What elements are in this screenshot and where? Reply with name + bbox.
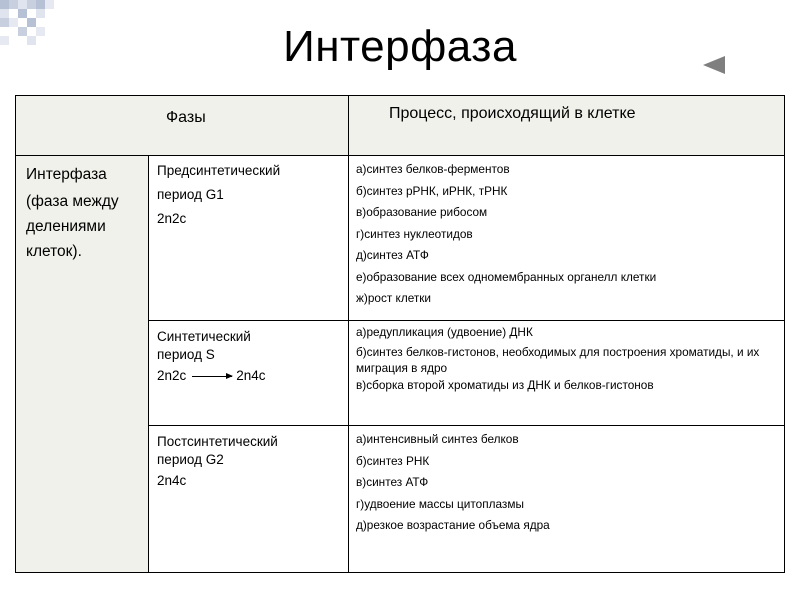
list-item: б)синтез РНК <box>356 453 430 468</box>
list-item: а)редупликация (удвоение) ДНК <box>356 325 533 339</box>
process-cell-g2 <box>349 426 785 573</box>
interphase-main-cell <box>16 156 149 573</box>
interphase-table <box>15 95 785 573</box>
phase-period: период G2 <box>157 452 224 467</box>
table-row <box>16 156 785 321</box>
list-item: б)синтез рРНК, иРНК, тРНК <box>356 183 508 198</box>
list-item: в)образование рибосом <box>356 205 488 219</box>
list-item: в)сборка второй хроматиды из ДНК и белков-гистонов <box>356 378 654 392</box>
phase-cell-g2 <box>149 426 349 573</box>
header-process: Процесс, происходящий в клетке <box>349 96 785 156</box>
list-item: г)синтез нуклеотидов <box>356 226 473 241</box>
list-item: г)удвоение массы цитоплазмы <box>356 496 524 511</box>
list-item: а)интенсивный синтез белков <box>356 432 519 446</box>
list-item: д)синтез АТФ <box>356 248 429 262</box>
phase-period: период G1 <box>157 187 224 202</box>
phase-name: Постсинтетический <box>157 434 278 449</box>
page-title: Интерфаза <box>283 22 517 71</box>
formula-from: 2n2c <box>157 368 187 383</box>
formula-to: 2n4c <box>236 368 266 383</box>
phase-name: Синтетический <box>157 329 251 344</box>
arrow-right-icon <box>192 376 232 377</box>
list-item: д)резкое возрастание объема ядра <box>356 518 550 532</box>
list-item: е)образование всех одномембранных органелл клетки <box>356 269 657 284</box>
phase-cell-g1 <box>149 156 349 321</box>
header-row <box>16 96 785 156</box>
header-phases: Фазы <box>16 96 349 156</box>
phase-formula: 2n2c <box>157 211 187 226</box>
list-item: в)синтез АТФ <box>356 475 429 489</box>
interphase-title: Интерфаза <box>26 166 107 183</box>
phase-formula-transition <box>157 364 342 388</box>
phase-name: Предсинтетический <box>157 163 281 178</box>
interphase-subtitle: (фаза между делениями клеток). <box>26 193 119 260</box>
phase-formula: 2n4c <box>157 473 187 488</box>
list-item: б)синтез белков-гистонов, необходимых для построения хроматиды, и их миграция в ядро <box>356 345 760 375</box>
triangle-left-icon[interactable] <box>703 56 725 74</box>
list-item: а)синтез белков-ферментов <box>356 162 510 176</box>
phase-period: период S <box>157 347 215 362</box>
list-item: ж)рост клетки <box>356 291 432 305</box>
process-cell-g1 <box>349 156 785 321</box>
process-cell-s <box>349 321 785 426</box>
phase-cell-s <box>149 321 349 426</box>
